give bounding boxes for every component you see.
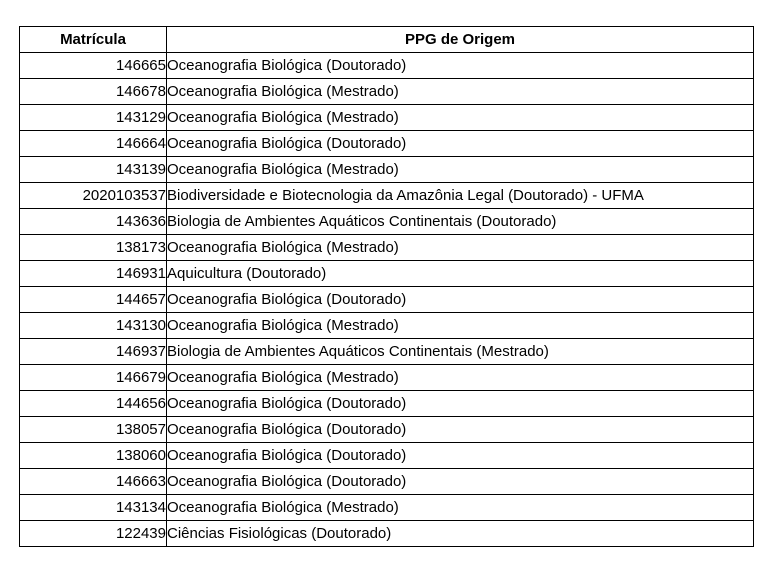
table-row	[20, 287, 754, 313]
ppg-origem-cell: Oceanografia Biológica (Doutorado)	[167, 469, 754, 495]
table-row	[20, 443, 754, 469]
matricula-cell: 146931	[20, 261, 167, 287]
matricula-cell: 146663	[20, 469, 167, 495]
ppg-origem-cell: Oceanografia Biológica (Doutorado)	[167, 417, 754, 443]
table-row	[20, 183, 754, 209]
column-header-ppg-de-origem: PPG de Origem	[167, 27, 754, 53]
matricula-cell: 143134	[20, 495, 167, 521]
column-header-matricula: Matrícula	[20, 27, 167, 53]
matricula-cell: 146665	[20, 53, 167, 79]
matricula-cell: 146937	[20, 339, 167, 365]
ppg-origem-cell: Ciências Fisiológicas (Doutorado)	[167, 521, 754, 547]
table-row	[20, 417, 754, 443]
table-row	[20, 469, 754, 495]
ppg-origem-cell: Biodiversidade e Biotecnologia da Amazônia Legal (Doutorado) - UFMA	[167, 183, 754, 209]
enrollment-table	[19, 26, 754, 547]
matricula-cell: 138173	[20, 235, 167, 261]
table-row	[20, 391, 754, 417]
matricula-cell: 122439	[20, 521, 167, 547]
table-row	[20, 365, 754, 391]
table-row	[20, 313, 754, 339]
table-row	[20, 157, 754, 183]
ppg-origem-cell: Oceanografia Biológica (Doutorado)	[167, 287, 754, 313]
matricula-cell: 146678	[20, 79, 167, 105]
matricula-cell: 143130	[20, 313, 167, 339]
table-row	[20, 105, 754, 131]
table-header	[20, 27, 754, 53]
ppg-origem-cell: Biologia de Ambientes Aquáticos Continentais (Mestrado)	[167, 339, 754, 365]
matricula-cell: 146679	[20, 365, 167, 391]
matricula-cell: 143129	[20, 105, 167, 131]
ppg-origem-cell: Aquicultura (Doutorado)	[167, 261, 754, 287]
table-row	[20, 131, 754, 157]
ppg-origem-cell: Oceanografia Biológica (Doutorado)	[167, 391, 754, 417]
table-row	[20, 339, 754, 365]
ppg-origem-cell: Oceanografia Biológica (Mestrado)	[167, 235, 754, 261]
matricula-cell: 144657	[20, 287, 167, 313]
ppg-origem-cell: Oceanografia Biológica (Mestrado)	[167, 105, 754, 131]
header-row	[20, 27, 754, 53]
ppg-origem-cell: Oceanografia Biológica (Doutorado)	[167, 53, 754, 79]
matricula-cell: 2020103537	[20, 183, 167, 209]
matricula-cell: 144656	[20, 391, 167, 417]
table-row	[20, 521, 754, 547]
table-row	[20, 209, 754, 235]
table-row	[20, 235, 754, 261]
matricula-cell: 138060	[20, 443, 167, 469]
ppg-origem-cell: Oceanografia Biológica (Mestrado)	[167, 157, 754, 183]
table-row	[20, 53, 754, 79]
ppg-origem-cell: Oceanografia Biológica (Mestrado)	[167, 495, 754, 521]
table-row	[20, 79, 754, 105]
matricula-cell: 138057	[20, 417, 167, 443]
ppg-origem-cell: Oceanografia Biológica (Mestrado)	[167, 79, 754, 105]
ppg-origem-cell: Oceanografia Biológica (Doutorado)	[167, 443, 754, 469]
matricula-cell: 143636	[20, 209, 167, 235]
matricula-cell: 146664	[20, 131, 167, 157]
ppg-origem-cell: Biologia de Ambientes Aquáticos Continentais (Doutorado)	[167, 209, 754, 235]
ppg-origem-cell: Oceanografia Biológica (Doutorado)	[167, 131, 754, 157]
ppg-origem-cell: Oceanografia Biológica (Mestrado)	[167, 365, 754, 391]
matricula-cell: 143139	[20, 157, 167, 183]
table-row	[20, 261, 754, 287]
ppg-origem-cell: Oceanografia Biológica (Mestrado)	[167, 313, 754, 339]
table-body	[20, 53, 754, 547]
table-row	[20, 495, 754, 521]
